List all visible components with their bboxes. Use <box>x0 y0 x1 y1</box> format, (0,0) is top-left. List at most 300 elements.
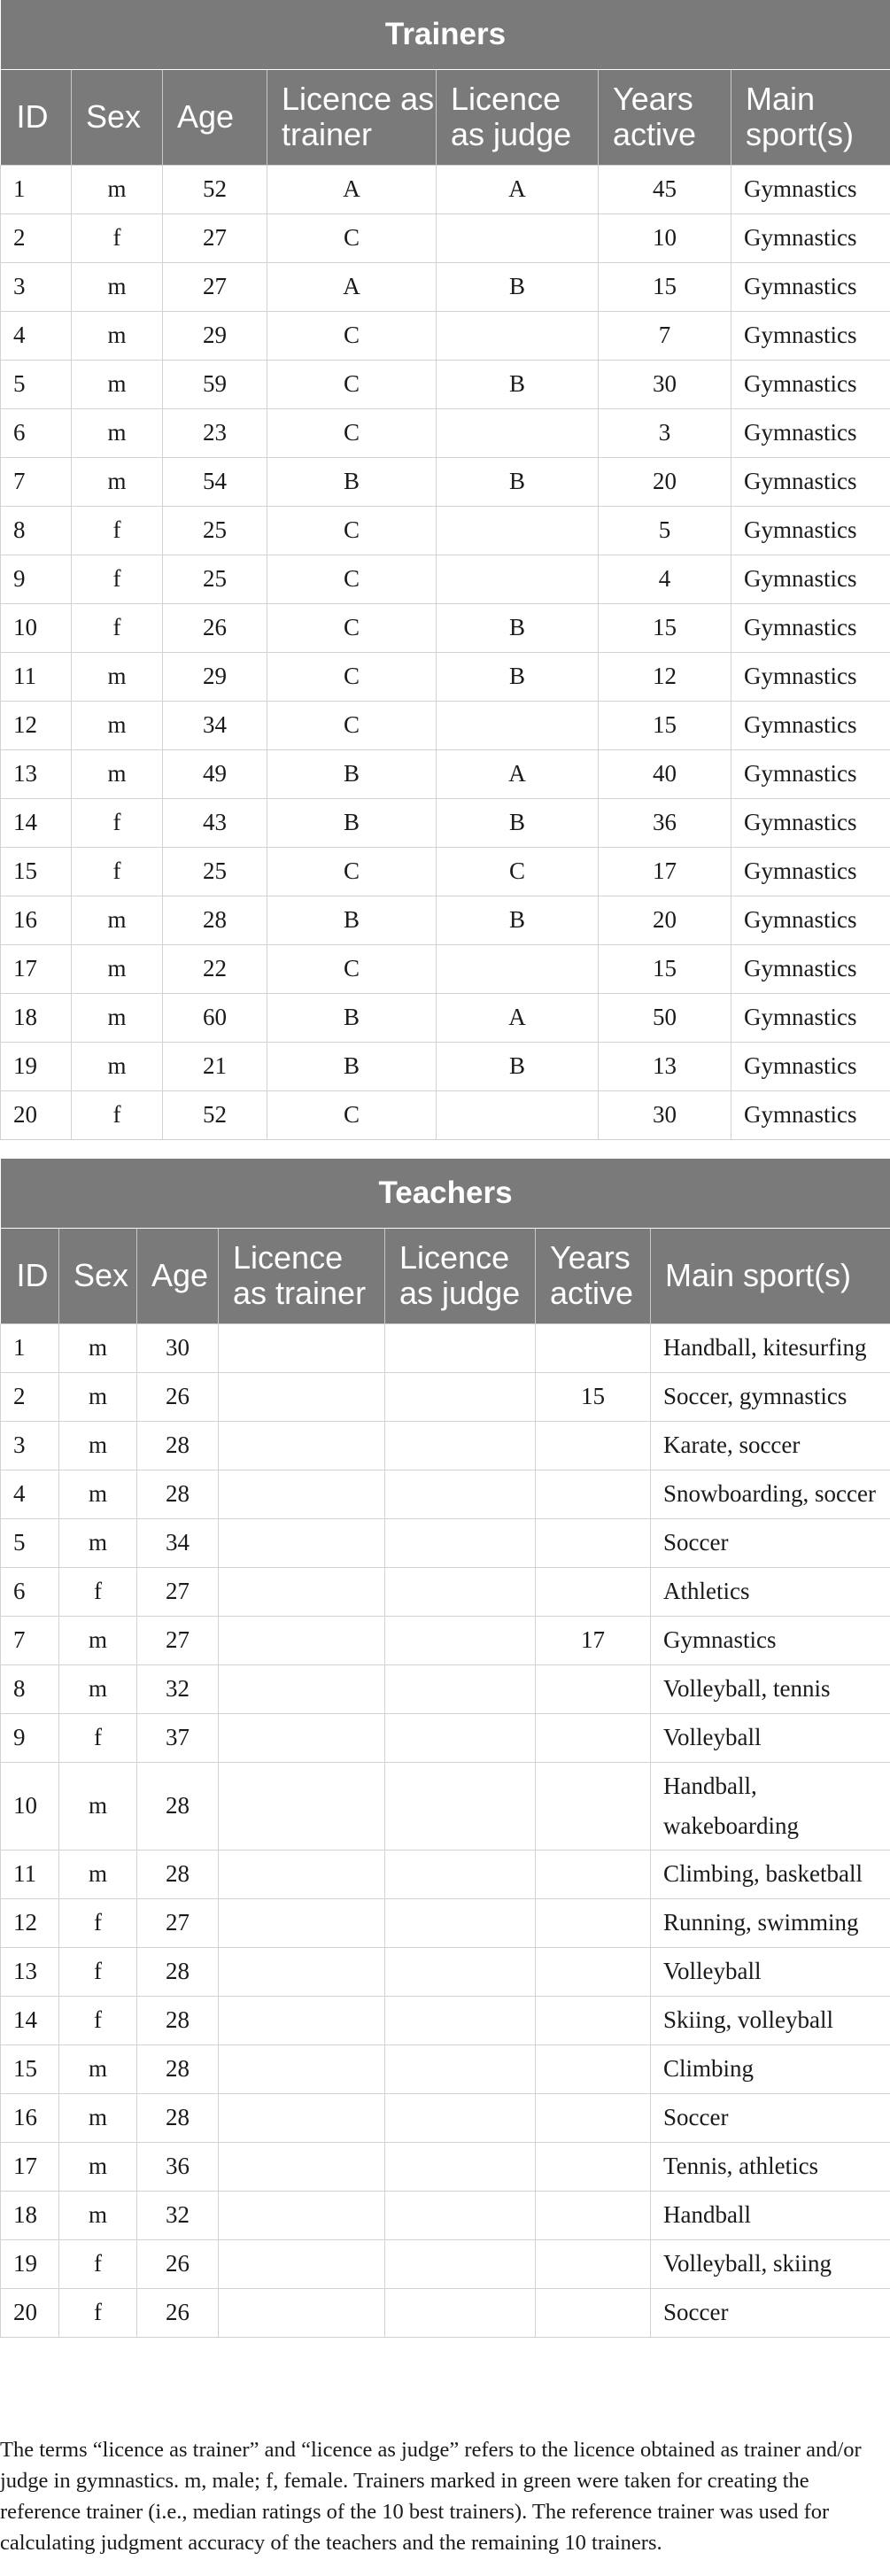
cell-licence-trainer: C <box>267 213 437 262</box>
cell-licence-trainer: C <box>267 652 437 701</box>
cell-years-active: 13 <box>599 1042 731 1090</box>
table-row <box>1 506 890 555</box>
cell-main-sport: Soccer <box>651 2093 890 2142</box>
cell-years-active <box>536 1898 651 1947</box>
table-row <box>1 555 890 603</box>
cell-main-sport: Gymnastics <box>731 165 890 213</box>
cell-main-sport: Volleyball <box>651 1947 890 1996</box>
cell-years-active: 36 <box>599 798 731 847</box>
table-row <box>1 1372 890 1421</box>
cell-licence-judge <box>385 1518 536 1567</box>
cell-years-active <box>536 1567 651 1616</box>
cell-sex: f <box>59 2288 137 2337</box>
cell-licence-trainer <box>219 1518 385 1567</box>
cell-years-active: 10 <box>599 213 731 262</box>
cell-licence-trainer: C <box>267 311 437 360</box>
cell-years-active <box>536 1996 651 2045</box>
cell-id: 13 <box>1 749 72 798</box>
table-row <box>1 2239 890 2288</box>
cell-sex: m <box>59 2191 137 2239</box>
cell-licence-trainer: C <box>267 944 437 993</box>
cell-id: 5 <box>1 1518 59 1567</box>
cell-id: 12 <box>1 1898 59 1947</box>
cell-age: 21 <box>163 1042 267 1090</box>
cell-licence-judge <box>385 1470 536 1518</box>
cell-age: 28 <box>137 1850 219 1898</box>
cell-main-sport: Soccer <box>651 1518 890 1567</box>
cell-licence-trainer: C <box>267 1090 437 1139</box>
cell-licence-judge <box>385 1616 536 1664</box>
cell-age: 27 <box>163 262 267 311</box>
table-row <box>1 896 890 944</box>
cell-age: 23 <box>163 408 267 457</box>
cell-age: 25 <box>163 555 267 603</box>
table-row <box>1 749 890 798</box>
cell-main-sport: Gymnastics <box>731 798 890 847</box>
cell-id: 14 <box>1 1996 59 2045</box>
cell-sex: f <box>72 213 163 262</box>
cell-sex: m <box>72 993 163 1042</box>
cell-age: 28 <box>137 1996 219 2045</box>
cell-years-active: 50 <box>599 993 731 1042</box>
cell-main-sport: Gymnastics <box>731 262 890 311</box>
cell-main-sport: Gymnastics <box>731 1090 890 1139</box>
cell-sex: m <box>59 1762 137 1850</box>
cell-age: 28 <box>137 2093 219 2142</box>
cell-age: 32 <box>137 1664 219 1713</box>
cell-sex: m <box>72 896 163 944</box>
cell-licence-trainer: B <box>267 457 437 506</box>
cell-licence-trainer <box>219 1616 385 1664</box>
cell-years-active <box>536 2288 651 2337</box>
cell-main-sport: Gymnastics <box>731 847 890 896</box>
cell-age: 26 <box>137 2288 219 2337</box>
cell-years-active <box>536 1713 651 1762</box>
table-row <box>1 408 890 457</box>
table-row <box>1 1762 890 1850</box>
cell-age: 52 <box>163 1090 267 1139</box>
table-row <box>1 457 890 506</box>
cell-main-sport: Handball, wakeboarding <box>651 1762 890 1850</box>
column-header-licence-trainer: Licence as trainer <box>219 1228 385 1323</box>
cell-years-active: 45 <box>599 165 731 213</box>
table-row <box>1 1713 890 1762</box>
cell-age: 27 <box>163 213 267 262</box>
column-header-licence-trainer: Licence as trainer <box>267 69 437 165</box>
cell-id: 11 <box>1 652 72 701</box>
cell-main-sport: Gymnastics <box>731 603 890 652</box>
cell-years-active: 15 <box>599 944 731 993</box>
cell-id: 7 <box>1 457 72 506</box>
cell-licence-judge <box>385 1567 536 1616</box>
cell-sex: m <box>59 2093 137 2142</box>
cell-years-active: 12 <box>599 652 731 701</box>
cell-main-sport: Gymnastics <box>731 311 890 360</box>
table-row <box>1 1421 890 1470</box>
table-row <box>1 993 890 1042</box>
table-row <box>1 165 890 213</box>
column-header-sex: Sex <box>72 69 163 165</box>
cell-main-sport: Gymnastics <box>651 1616 890 1664</box>
table-row <box>1 944 890 993</box>
cell-main-sport: Gymnastics <box>731 993 890 1042</box>
cell-sex: f <box>72 603 163 652</box>
cell-licence-trainer <box>219 1421 385 1470</box>
cell-age: 25 <box>163 506 267 555</box>
cell-licence-judge <box>437 311 599 360</box>
cell-id: 8 <box>1 506 72 555</box>
cell-licence-trainer: B <box>267 993 437 1042</box>
cell-id: 1 <box>1 165 72 213</box>
cell-id: 15 <box>1 847 72 896</box>
cell-years-active <box>536 2045 651 2093</box>
cell-id: 10 <box>1 603 72 652</box>
cell-years-active: 20 <box>599 457 731 506</box>
cell-licence-judge <box>385 2191 536 2239</box>
cell-years-active <box>536 1664 651 1713</box>
table-row <box>1 213 890 262</box>
cell-licence-trainer: B <box>267 896 437 944</box>
cell-main-sport: Volleyball <box>651 1713 890 1762</box>
cell-licence-judge <box>385 1664 536 1713</box>
table-row <box>1 1616 890 1664</box>
table-row <box>1 262 890 311</box>
cell-licence-judge: A <box>437 993 599 1042</box>
cell-licence-judge <box>385 2093 536 2142</box>
cell-age: 34 <box>137 1518 219 1567</box>
cell-sex: m <box>59 1323 137 1372</box>
cell-years-active: 15 <box>599 262 731 311</box>
cell-sex: f <box>72 555 163 603</box>
cell-main-sport: Gymnastics <box>731 1042 890 1090</box>
cell-years-active <box>536 2142 651 2191</box>
cell-age: 52 <box>163 165 267 213</box>
table-row <box>1 1090 890 1139</box>
cell-age: 26 <box>137 1372 219 1421</box>
cell-main-sport: Gymnastics <box>731 701 890 749</box>
cell-licence-trainer: C <box>267 555 437 603</box>
cell-licence-judge <box>437 1090 599 1139</box>
table-row <box>1 2045 890 2093</box>
cell-licence-judge: B <box>437 1042 599 1090</box>
cell-licence-judge <box>385 2239 536 2288</box>
cell-id: 3 <box>1 1421 59 1470</box>
cell-sex: m <box>72 701 163 749</box>
cell-licence-trainer <box>219 1947 385 1996</box>
cell-years-active: 7 <box>599 311 731 360</box>
cell-sex: f <box>72 847 163 896</box>
table-row <box>1 1470 890 1518</box>
cell-years-active <box>536 2239 651 2288</box>
cell-sex: m <box>59 1372 137 1421</box>
cell-years-active <box>536 2093 651 2142</box>
teachers-table <box>0 1159 890 2338</box>
teachers-table-title: Teachers <box>1 1159 890 1228</box>
cell-licence-judge <box>437 213 599 262</box>
cell-years-active <box>536 1323 651 1372</box>
cell-licence-judge: B <box>437 798 599 847</box>
table-row <box>1 1664 890 1713</box>
cell-licence-trainer: C <box>267 506 437 555</box>
cell-licence-trainer <box>219 1567 385 1616</box>
cell-id: 12 <box>1 701 72 749</box>
cell-age: 34 <box>163 701 267 749</box>
cell-licence-trainer <box>219 2093 385 2142</box>
cell-id: 19 <box>1 2239 59 2288</box>
cell-sex: m <box>59 1421 137 1470</box>
table-row <box>1 1898 890 1947</box>
cell-years-active <box>536 2191 651 2239</box>
cell-main-sport: Gymnastics <box>731 652 890 701</box>
cell-id: 11 <box>1 1850 59 1898</box>
table-row <box>1 652 890 701</box>
cell-main-sport: Handball <box>651 2191 890 2239</box>
cell-licence-trainer: A <box>267 262 437 311</box>
cell-licence-trainer <box>219 1470 385 1518</box>
cell-id: 6 <box>1 1567 59 1616</box>
cell-licence-trainer: C <box>267 360 437 408</box>
cell-licence-judge <box>385 2142 536 2191</box>
cell-licence-judge: A <box>437 165 599 213</box>
cell-licence-judge <box>385 1421 536 1470</box>
column-header-id: ID <box>1 69 72 165</box>
cell-years-active <box>536 1470 651 1518</box>
cell-age: 54 <box>163 457 267 506</box>
cell-id: 5 <box>1 360 72 408</box>
cell-main-sport: Gymnastics <box>731 944 890 993</box>
cell-age: 37 <box>137 1713 219 1762</box>
cell-main-sport: Athletics <box>651 1567 890 1616</box>
cell-licence-trainer <box>219 1372 385 1421</box>
column-header-years-active: Years active <box>599 69 731 165</box>
cell-age: 28 <box>137 1762 219 1850</box>
cell-sex: m <box>72 408 163 457</box>
cell-licence-judge: C <box>437 847 599 896</box>
cell-sex: m <box>59 1850 137 1898</box>
cell-id: 17 <box>1 944 72 993</box>
cell-years-active: 5 <box>599 506 731 555</box>
cell-licence-trainer <box>219 2288 385 2337</box>
cell-licence-trainer: C <box>267 701 437 749</box>
cell-sex: f <box>72 506 163 555</box>
cell-years-active: 30 <box>599 360 731 408</box>
cell-years-active: 15 <box>599 603 731 652</box>
cell-licence-judge <box>385 1713 536 1762</box>
cell-licence-judge <box>437 701 599 749</box>
cell-sex: m <box>72 165 163 213</box>
cell-main-sport: Gymnastics <box>731 457 890 506</box>
cell-id: 9 <box>1 1713 59 1762</box>
cell-id: 10 <box>1 1762 59 1850</box>
cell-years-active <box>536 1850 651 1898</box>
cell-years-active: 40 <box>599 749 731 798</box>
table-row <box>1 1850 890 1898</box>
cell-sex: m <box>72 311 163 360</box>
cell-licence-trainer <box>219 1850 385 1898</box>
cell-age: 59 <box>163 360 267 408</box>
table-row <box>1 360 890 408</box>
cell-licence-judge <box>385 2045 536 2093</box>
cell-sex: m <box>59 2045 137 2093</box>
cell-sex: m <box>72 1042 163 1090</box>
cell-years-active: 30 <box>599 1090 731 1139</box>
cell-licence-judge <box>437 555 599 603</box>
cell-licence-judge: B <box>437 262 599 311</box>
cell-id: 7 <box>1 1616 59 1664</box>
cell-age: 49 <box>163 749 267 798</box>
cell-licence-judge: B <box>437 457 599 506</box>
table-row <box>1 2288 890 2337</box>
cell-licence-trainer: C <box>267 603 437 652</box>
cell-id: 3 <box>1 262 72 311</box>
cell-sex: m <box>59 1470 137 1518</box>
cell-age: 60 <box>163 993 267 1042</box>
cell-licence-judge <box>437 506 599 555</box>
cell-licence-trainer <box>219 2191 385 2239</box>
cell-sex: f <box>59 2239 137 2288</box>
cell-sex: m <box>72 652 163 701</box>
cell-age: 27 <box>137 1616 219 1664</box>
cell-licence-trainer <box>219 2239 385 2288</box>
table-row <box>1 701 890 749</box>
cell-id: 19 <box>1 1042 72 1090</box>
cell-main-sport: Soccer <box>651 2288 890 2337</box>
cell-licence-trainer <box>219 1762 385 1850</box>
table-row <box>1 603 890 652</box>
table-row <box>1 1042 890 1090</box>
table-row <box>1 311 890 360</box>
cell-main-sport: Tennis, athletics <box>651 2142 890 2191</box>
cell-id: 16 <box>1 896 72 944</box>
cell-id: 2 <box>1 213 72 262</box>
cell-sex: m <box>59 2142 137 2191</box>
column-header-id: ID <box>1 1228 59 1323</box>
cell-age: 26 <box>137 2239 219 2288</box>
cell-sex: m <box>59 1664 137 1713</box>
cell-licence-judge <box>385 1372 536 1421</box>
column-header-years-active: Years active <box>536 1228 651 1323</box>
table-row <box>1 2142 890 2191</box>
cell-sex: m <box>72 360 163 408</box>
cell-licence-trainer: B <box>267 798 437 847</box>
cell-licence-judge <box>385 1850 536 1898</box>
table-row <box>1 2093 890 2142</box>
cell-age: 25 <box>163 847 267 896</box>
cell-main-sport: Gymnastics <box>731 749 890 798</box>
table-row <box>1 1323 890 1372</box>
cell-age: 28 <box>137 2045 219 2093</box>
cell-sex: m <box>59 1518 137 1567</box>
trainers-table <box>0 0 890 1140</box>
cell-sex: f <box>59 1947 137 1996</box>
cell-id: 9 <box>1 555 72 603</box>
cell-age: 43 <box>163 798 267 847</box>
cell-sex: f <box>59 1567 137 1616</box>
cell-age: 22 <box>163 944 267 993</box>
cell-age: 29 <box>163 311 267 360</box>
cell-licence-trainer <box>219 1664 385 1713</box>
cell-main-sport: Climbing, basketball <box>651 1850 890 1898</box>
cell-main-sport: Gymnastics <box>731 555 890 603</box>
cell-licence-judge <box>385 1898 536 1947</box>
cell-age: 27 <box>137 1567 219 1616</box>
cell-licence-trainer: C <box>267 408 437 457</box>
cell-years-active: 15 <box>536 1372 651 1421</box>
table-footnote: The terms “licence as trainer” and “licence as judge” refers to the licence obtained as trainer and/or judge in gymnastics. m, male; f, female. Trainers marked in green were taken for creating the reference trainer (i.e., median ratings of the 10 best trainers). The reference trainer was used for calculating judgment accuracy of the teachers and the remaining 10 trainers. <box>0 2438 862 2555</box>
table-row <box>1 798 890 847</box>
column-header-main-sport: Main sport(s) <box>651 1228 890 1323</box>
cell-years-active <box>536 1421 651 1470</box>
cell-licence-judge <box>385 1947 536 1996</box>
column-header-age: Age <box>137 1228 219 1323</box>
column-header-licence-judge: Licence as judge <box>437 69 599 165</box>
cell-main-sport: Gymnastics <box>731 506 890 555</box>
cell-licence-judge <box>385 1323 536 1372</box>
cell-main-sport: Gymnastics <box>731 213 890 262</box>
cell-main-sport: Gymnastics <box>731 896 890 944</box>
table-row <box>1 1996 890 2045</box>
cell-id: 20 <box>1 1090 72 1139</box>
cell-years-active: 4 <box>599 555 731 603</box>
cell-licence-trainer: B <box>267 749 437 798</box>
table-row <box>1 847 890 896</box>
column-header-licence-judge: Licence as judge <box>385 1228 536 1323</box>
cell-id: 16 <box>1 2093 59 2142</box>
table-row <box>1 1947 890 1996</box>
cell-sex: f <box>59 1713 137 1762</box>
cell-main-sport: Karate, soccer <box>651 1421 890 1470</box>
cell-licence-judge: B <box>437 896 599 944</box>
cell-age: 28 <box>137 1947 219 1996</box>
cell-sex: m <box>72 262 163 311</box>
cell-licence-judge: B <box>437 360 599 408</box>
cell-licence-judge <box>385 1996 536 2045</box>
cell-main-sport: Running, swimming <box>651 1898 890 1947</box>
table-row <box>1 1518 890 1567</box>
cell-years-active: 3 <box>599 408 731 457</box>
cell-age: 29 <box>163 652 267 701</box>
cell-id: 1 <box>1 1323 59 1372</box>
cell-age: 27 <box>137 1898 219 1947</box>
cell-sex: f <box>59 1996 137 2045</box>
cell-sex: f <box>59 1898 137 1947</box>
cell-sex: m <box>72 749 163 798</box>
cell-age: 26 <box>163 603 267 652</box>
cell-id: 18 <box>1 2191 59 2239</box>
cell-age: 28 <box>137 1421 219 1470</box>
cell-sex: m <box>72 944 163 993</box>
table-row <box>1 2191 890 2239</box>
cell-age: 32 <box>137 2191 219 2239</box>
cell-licence-trainer <box>219 2142 385 2191</box>
cell-years-active: 15 <box>599 701 731 749</box>
cell-years-active <box>536 1947 651 1996</box>
cell-years-active: 17 <box>599 847 731 896</box>
cell-main-sport: Gymnastics <box>731 408 890 457</box>
cell-years-active: 17 <box>536 1616 651 1664</box>
cell-id: 13 <box>1 1947 59 1996</box>
cell-years-active <box>536 1762 651 1850</box>
cell-main-sport: Skiing, volleyball <box>651 1996 890 2045</box>
cell-licence-trainer <box>219 1996 385 2045</box>
column-header-sex: Sex <box>59 1228 137 1323</box>
cell-licence-trainer <box>219 1713 385 1762</box>
cell-licence-trainer: B <box>267 1042 437 1090</box>
cell-sex: m <box>72 457 163 506</box>
cell-licence-judge <box>385 1762 536 1850</box>
cell-sex: m <box>59 1616 137 1664</box>
trainers-table-title: Trainers <box>1 0 890 69</box>
